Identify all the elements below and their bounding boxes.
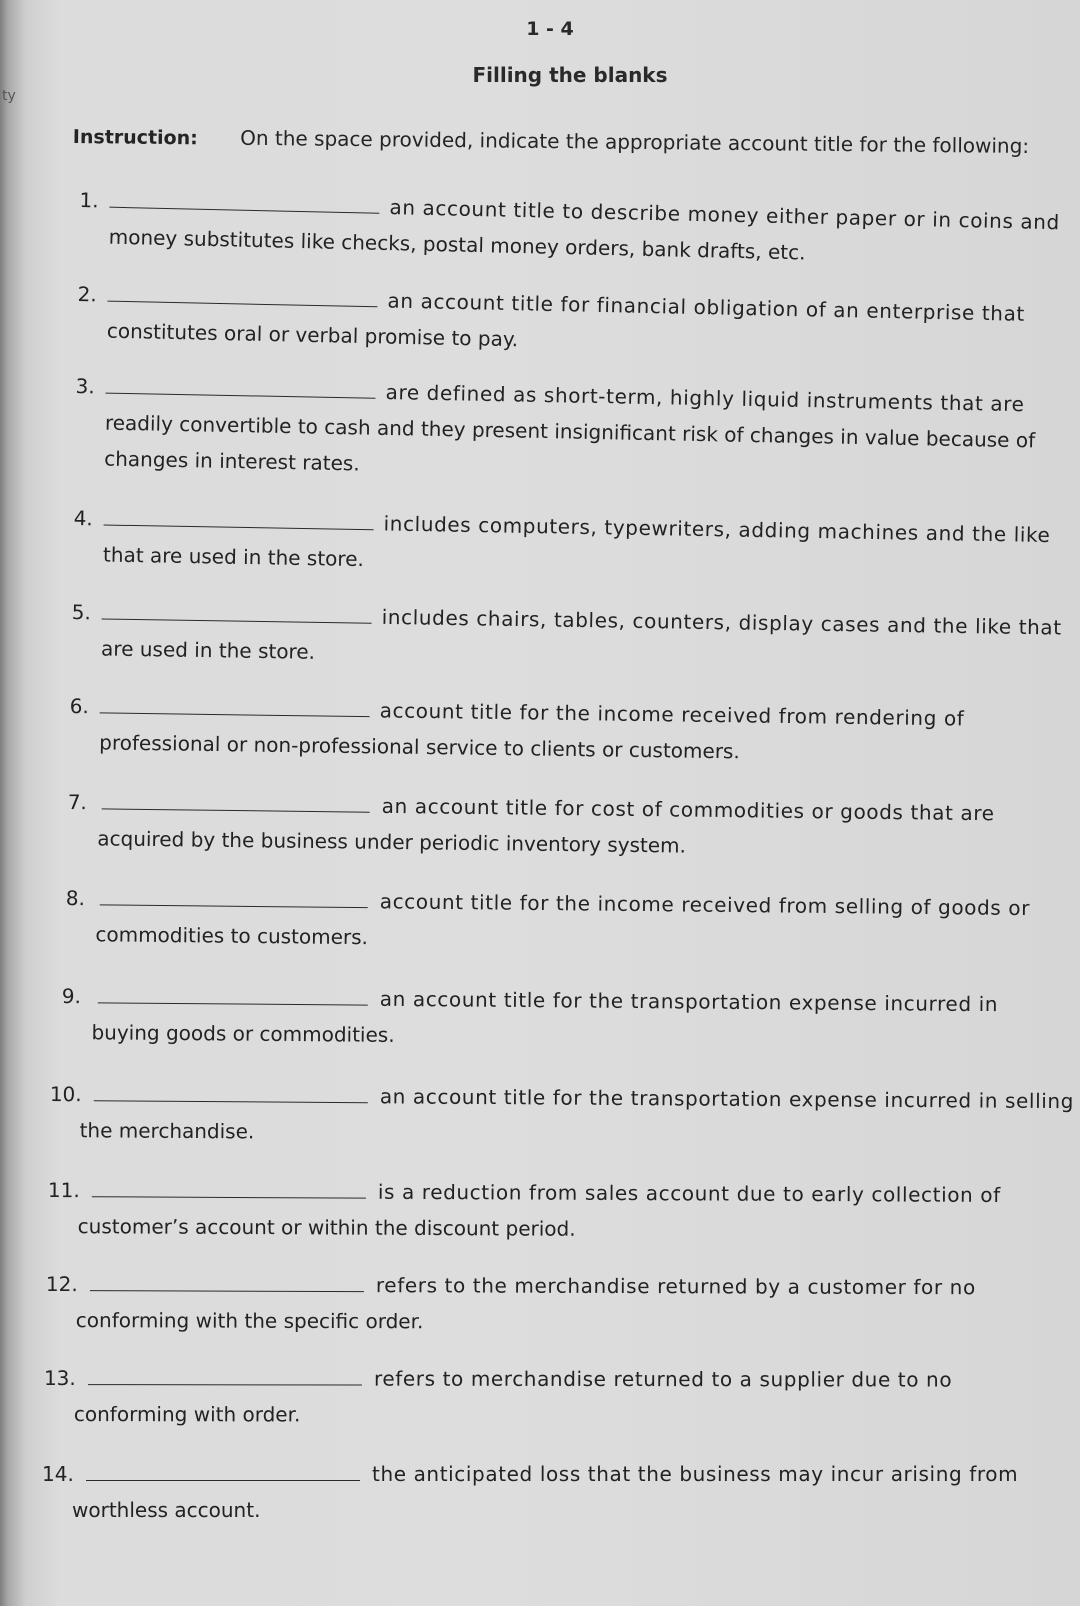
question-item <box>78 182 1061 270</box>
question-number: 1. <box>79 187 99 213</box>
question-text-line: is a reduction from sales account due to early collection of <box>377 1179 1001 1207</box>
instruction-text: On the space provided, indicate the appropriate account title for the following: <box>240 125 1030 159</box>
question-number: 11. <box>47 1177 80 1203</box>
question-item <box>43 1360 953 1432</box>
question-number: 4. <box>73 505 93 531</box>
answer-blank[interactable] <box>107 277 377 308</box>
question-text-line: conforming with the specific order. <box>75 1308 424 1334</box>
question-item <box>69 688 965 769</box>
answer-blank[interactable] <box>104 501 374 531</box>
question-text-line: conforming with order. <box>73 1402 301 1427</box>
question-item <box>71 594 1062 670</box>
question-text-line: customer’s account or within the discount period. <box>77 1214 576 1241</box>
question-text-line: commodities to customers. <box>95 922 369 950</box>
question-text-line: constitutes oral or verbal promise to pay. <box>106 318 519 352</box>
question-text-line: account title for the income received from rendering of <box>379 698 965 731</box>
answer-blank[interactable] <box>102 784 370 812</box>
question-number: 12. <box>45 1272 78 1297</box>
answer-blank[interactable] <box>88 1360 362 1385</box>
question-number: 3. <box>75 373 95 399</box>
margin-mark: ty <box>2 88 16 104</box>
answer-blank[interactable] <box>106 369 376 399</box>
page-title: Filling the blanks <box>472 63 668 87</box>
answer-blank[interactable] <box>94 1076 368 1103</box>
question-item <box>74 368 1036 494</box>
question-text-line: includes computers, typewriters, adding machines and the like <box>383 511 1051 548</box>
question-number: 6. <box>69 693 90 719</box>
question-item <box>76 276 1026 357</box>
answer-blank[interactable] <box>86 1456 360 1481</box>
question-text-line: the merchandise. <box>79 1118 255 1144</box>
question-text-line: readily convertible to cash and they present insignificant risk of changes in value because of <box>104 410 1036 453</box>
answer-blank[interactable] <box>100 880 368 908</box>
answer-blank[interactable] <box>100 688 370 717</box>
question-number: 8. <box>65 885 86 911</box>
question-text-line: refers to the merchandise returned by a customer for no <box>375 1273 976 1300</box>
answer-blank[interactable] <box>102 594 372 623</box>
question-text-line: changes in interest rates. <box>104 446 360 476</box>
question-item <box>49 1076 1075 1149</box>
question-number: 14. <box>42 1462 74 1486</box>
question-text-line: professional or non-professional service to clients or customers. <box>99 730 740 764</box>
instruction-label: Instruction: <box>72 125 198 150</box>
question-text-line: buying goods or commodities. <box>91 1020 395 1047</box>
page-number: 1 - 4 <box>526 18 574 40</box>
question-text-line: are used in the store. <box>100 636 316 664</box>
question-text-line: worthless account. <box>72 1498 261 1522</box>
question-text-line: includes chairs, tables, counters, display cases and the like that <box>381 604 1062 640</box>
question-text-line: an account title to describe money either paper or in coins and <box>389 195 1061 235</box>
answer-blank[interactable] <box>90 1266 364 1292</box>
question-number: 2. <box>77 281 97 307</box>
question-text-line: that are used in the store. <box>102 542 365 572</box>
question-number: 5. <box>71 599 91 625</box>
question-item <box>45 1266 976 1339</box>
instruction <box>73 124 1073 158</box>
question-item <box>73 500 1051 577</box>
question-text-line: an account title for cost of commodities or goods that are <box>381 793 995 826</box>
question-item <box>65 880 1031 955</box>
question-number: 7. <box>67 789 88 815</box>
question-text-line: an account title for the transportation expense incurred in selling <box>379 1084 1075 1114</box>
question-text-line: the anticipated loss that the business may incur arising from <box>372 1462 1019 1486</box>
question-text-line: acquired by the business under periodic inventory system. <box>97 826 687 858</box>
question-text-line: money substitutes like checks, postal money orders, bank drafts, etc. <box>108 224 806 265</box>
question-item <box>61 978 999 1053</box>
question-item <box>42 1456 1019 1528</box>
question-text-line: refers to merchandise returned to a supplier due to no <box>373 1366 953 1392</box>
question-item <box>67 784 995 864</box>
question-text-line: an account title for financial obligation of an enterprise that <box>387 288 1026 326</box>
question-text-line: are defined as short-term, highly liquid instruments that are <box>385 379 1025 417</box>
question-text-line: account title for the income received from selling of goods or <box>379 889 1031 921</box>
question-text-line: an account title for the transportation expense incurred in <box>379 986 999 1017</box>
question-number: 10. <box>49 1081 82 1107</box>
answer-blank[interactable] <box>98 978 368 1005</box>
answer-blank[interactable] <box>109 183 379 214</box>
question-number: 9. <box>61 983 82 1009</box>
question-item <box>47 1172 1001 1247</box>
question-number: 13. <box>43 1366 76 1391</box>
answer-blank[interactable] <box>92 1172 366 1198</box>
